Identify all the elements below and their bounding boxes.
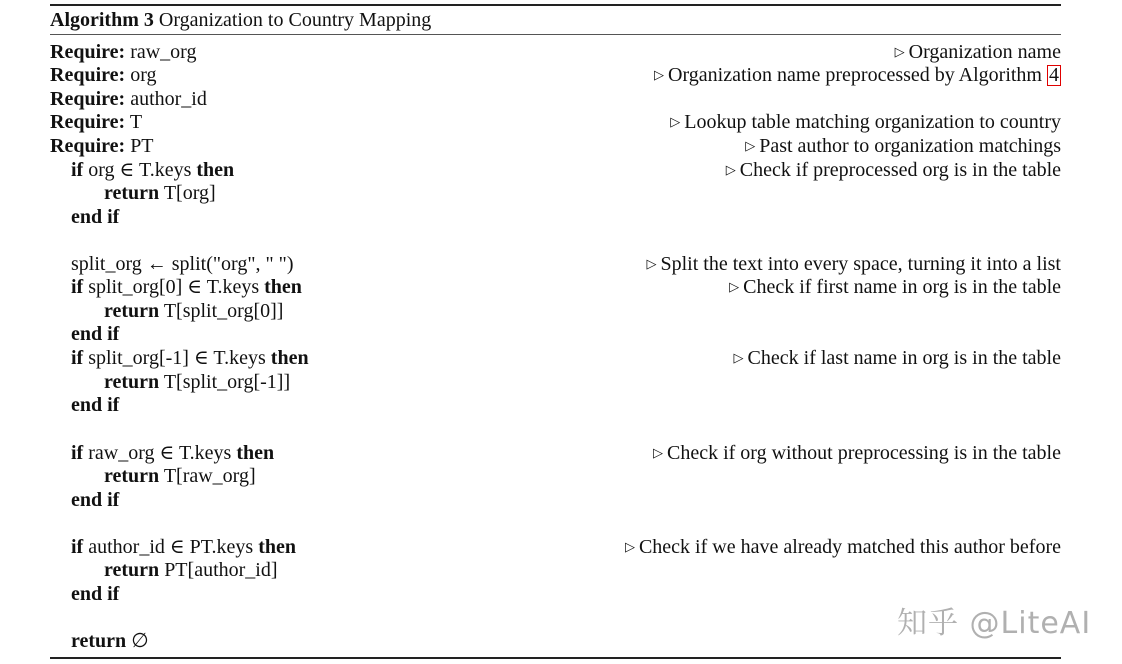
return-code bbox=[104, 464, 256, 488]
comment-triangle-icon: ▷ bbox=[654, 67, 665, 82]
if-keyword: if bbox=[71, 442, 84, 464]
comment-triangle-icon: ▷ bbox=[729, 279, 740, 294]
if-code bbox=[71, 275, 302, 299]
require-value: author_id bbox=[130, 88, 207, 110]
if-line bbox=[50, 346, 1061, 370]
if-keyword: if bbox=[71, 276, 84, 298]
return-keyword: return bbox=[71, 630, 127, 652]
line-comment bbox=[734, 346, 1061, 370]
require-code bbox=[50, 134, 154, 158]
comment-text: Organization name bbox=[908, 41, 1061, 63]
then-keyword: then bbox=[270, 347, 309, 369]
if-condition: split_org[0] ∈ T.keys bbox=[88, 276, 260, 298]
comment-text: Split the text into every space, turning it into a list bbox=[660, 253, 1061, 275]
end-if-code bbox=[71, 393, 119, 417]
comment-text: Check if we have already matched this author before bbox=[638, 536, 1061, 558]
comment-triangle-icon: ▷ bbox=[624, 539, 635, 554]
require-line bbox=[50, 134, 1061, 158]
end-if-line bbox=[50, 205, 1061, 229]
comment-text: Check if org without preprocessing is in the table bbox=[667, 442, 1061, 464]
require-value: PT bbox=[130, 135, 154, 157]
comment-text: Check if preprocessed org is in the table bbox=[739, 159, 1061, 181]
comment-text: Lookup table matching organization to country bbox=[684, 111, 1061, 133]
top-rule bbox=[50, 4, 1061, 6]
line-comment bbox=[653, 441, 1061, 465]
end-if-line bbox=[50, 322, 1061, 346]
require-keyword: Require: bbox=[50, 135, 126, 157]
return-keyword: return bbox=[104, 371, 160, 393]
return-line bbox=[50, 558, 1061, 582]
require-line bbox=[50, 110, 1061, 134]
return-expression: T[split_org[-1]] bbox=[163, 371, 291, 393]
end-if-code bbox=[71, 582, 119, 606]
end-if-keyword: end if bbox=[71, 323, 120, 345]
comment-triangle-icon: ▷ bbox=[725, 162, 736, 177]
line-comment bbox=[670, 110, 1061, 134]
if-line bbox=[50, 158, 1061, 182]
comment-text: Check if first name in org is in the table bbox=[743, 276, 1061, 298]
line-comment bbox=[647, 252, 1062, 276]
comment-triangle-icon: ▷ bbox=[670, 114, 681, 129]
line-comment bbox=[729, 275, 1061, 299]
if-condition: org ∈ T.keys bbox=[88, 159, 192, 181]
end-if-keyword: end if bbox=[71, 206, 120, 228]
assignment-line bbox=[50, 252, 1061, 276]
algorithm-label: Algorithm 3 bbox=[50, 9, 154, 31]
return-keyword: return bbox=[104, 182, 160, 204]
if-keyword: if bbox=[71, 536, 84, 558]
require-value: T bbox=[129, 111, 143, 133]
if-condition: raw_org ∈ T.keys bbox=[88, 442, 232, 464]
if-condition: split_org[-1] ∈ T.keys bbox=[88, 347, 266, 369]
return-line bbox=[50, 464, 1061, 488]
require-keyword: Require: bbox=[50, 64, 126, 86]
comment-text: Organization name preprocessed by Algorithm bbox=[668, 64, 1042, 86]
if-condition: author_id ∈ PT.keys bbox=[88, 536, 254, 558]
algorithm-title bbox=[50, 9, 431, 31]
require-line bbox=[50, 40, 1061, 64]
comment-triangle-icon: ▷ bbox=[646, 256, 657, 271]
then-keyword: then bbox=[196, 159, 235, 181]
require-line bbox=[50, 87, 1061, 111]
then-keyword: then bbox=[236, 442, 275, 464]
empty-set-symbol: ∅ bbox=[131, 630, 149, 652]
require-keyword: Require: bbox=[50, 88, 126, 110]
algorithm-reference-link[interactable]: 4 bbox=[1049, 64, 1059, 86]
require-keyword: Require: bbox=[50, 111, 126, 133]
algorithm-block bbox=[50, 4, 1061, 660]
comment-triangle-icon: ▷ bbox=[733, 350, 744, 365]
return-code bbox=[104, 299, 283, 323]
title-rule bbox=[50, 34, 1061, 35]
end-if-code bbox=[71, 322, 119, 346]
if-keyword: if bbox=[71, 159, 84, 181]
return-line bbox=[50, 299, 1061, 323]
line-comment bbox=[895, 40, 1061, 64]
line-comment bbox=[654, 63, 1061, 87]
if-code bbox=[71, 346, 309, 370]
return-keyword: return bbox=[104, 300, 160, 322]
assignment-code: split_org ← split("org", " ") bbox=[71, 253, 294, 275]
if-code bbox=[71, 441, 274, 465]
end-if-keyword: end if bbox=[71, 394, 120, 416]
bottom-rule bbox=[50, 657, 1061, 659]
return-line bbox=[50, 370, 1061, 394]
if-code bbox=[71, 535, 296, 559]
if-line bbox=[50, 441, 1061, 465]
return-code bbox=[104, 558, 278, 582]
require-line bbox=[50, 63, 1061, 87]
end-if-keyword: end if bbox=[71, 583, 120, 605]
comment-text: Past author to organization matchings bbox=[759, 135, 1061, 157]
end-if-code bbox=[71, 488, 119, 512]
line-comment bbox=[745, 134, 1061, 158]
require-keyword: Require: bbox=[50, 41, 126, 63]
if-code bbox=[71, 158, 234, 182]
comment-text: Check if last name in org is in the table bbox=[747, 347, 1061, 369]
return-keyword: return bbox=[104, 559, 160, 581]
return-expression: T[org] bbox=[163, 182, 216, 204]
return-expression: PT[author_id] bbox=[164, 559, 278, 581]
require-code bbox=[50, 87, 207, 111]
return-code bbox=[104, 370, 290, 394]
require-value: raw_org bbox=[130, 41, 197, 63]
require-code bbox=[50, 63, 157, 87]
require-value: org bbox=[130, 64, 157, 86]
line-comment bbox=[726, 158, 1061, 182]
require-code bbox=[50, 40, 196, 64]
watermark: 知乎 @LiteAI bbox=[897, 606, 1092, 641]
end-if-code bbox=[71, 205, 119, 229]
then-keyword: then bbox=[258, 536, 296, 558]
return-expression: T[split_org[0]] bbox=[163, 300, 284, 322]
require-code bbox=[50, 110, 142, 134]
if-line bbox=[50, 275, 1061, 299]
if-keyword: if bbox=[71, 347, 84, 369]
return-code bbox=[104, 181, 216, 205]
comment-triangle-icon: ▷ bbox=[894, 44, 905, 59]
end-if-line bbox=[50, 488, 1061, 512]
return-code bbox=[71, 629, 149, 653]
line-comment bbox=[625, 535, 1061, 559]
algorithm-name: Organization to Country Mapping bbox=[158, 9, 432, 31]
return-keyword: return bbox=[104, 465, 160, 487]
comment-triangle-icon: ▷ bbox=[653, 445, 663, 460]
end-if-line bbox=[50, 393, 1061, 417]
return-line bbox=[50, 181, 1061, 205]
end-if-keyword: end if bbox=[71, 489, 120, 511]
comment-triangle-icon: ▷ bbox=[745, 138, 756, 153]
if-line bbox=[50, 535, 1061, 559]
then-keyword: then bbox=[264, 276, 302, 298]
return-expression: T[raw_org] bbox=[163, 465, 256, 487]
